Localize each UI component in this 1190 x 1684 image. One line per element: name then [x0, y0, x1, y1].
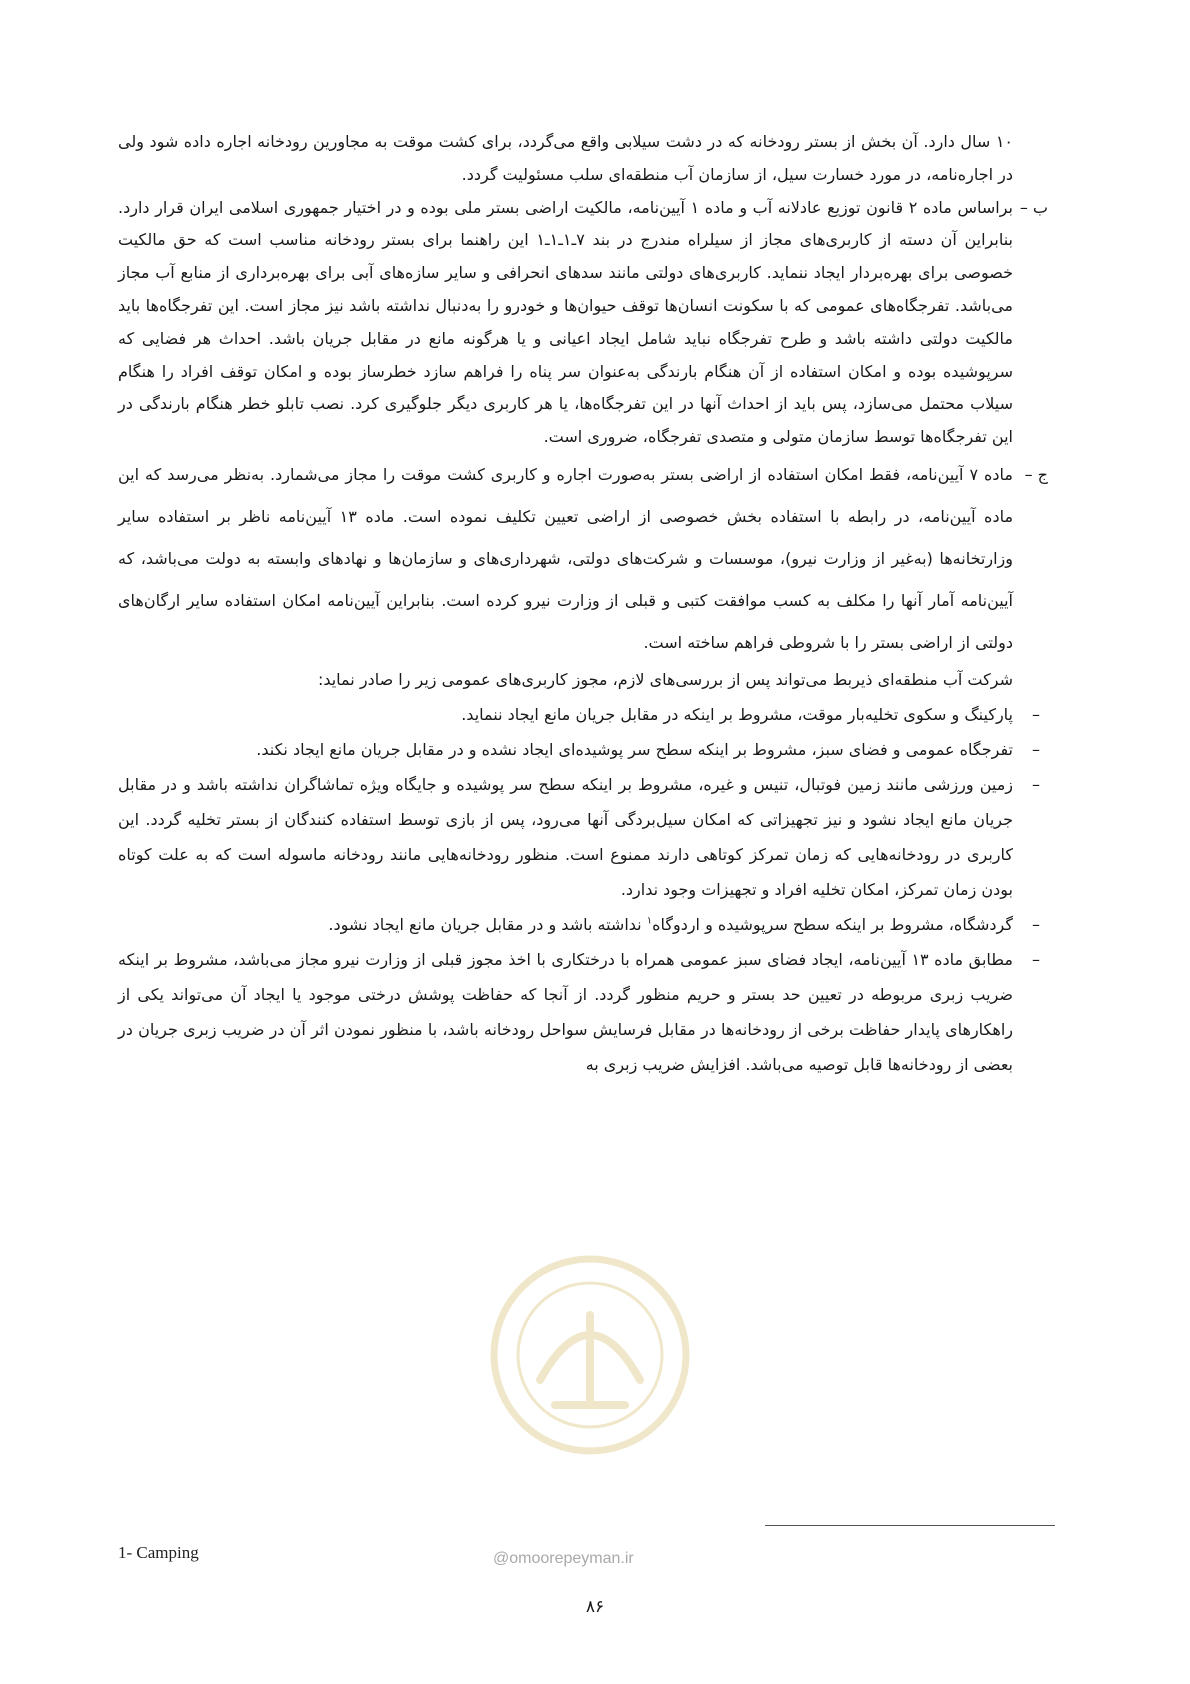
company-paragraph: شرکت آب منطقه‌ای ذیربط می‌تواند پس از بررسی‌های لازم، مجوز کاربری‌های عمومی زیر را صادر نماید: [317, 669, 1013, 689]
dash-marker: – [1032, 739, 1040, 759]
dash-item-park [118, 732, 1048, 767]
campsite-text-start: گردشگاه، مشروط بر اینکه سطح سرپوشیده و اردوگاه [652, 914, 1013, 934]
dash-marker: – [1032, 774, 1040, 794]
item-j-text: ماده ۷ آیین‌نامه، فقط امکان استفاده از اراضی بستر به‌صورت اجاره و کاربری کشت موقت را مجاز می‌شمارد. به‌نظر می‌رسد که این ماده آیین‌نامه، در رابطه با استفاده بخش خصوصی از اراضی تعیین تکلیف نموده است. ماده ۱۳ آیین‌نامه ناظر بر استفاده سایر وزارتخانه‌ها (به‌غیر از وزارت نیرو)، موسسات و شرکت‌های دولتی، شهرداری‌های و سازمان‌ها و نهادهای وابسته به دولت می‌باشد، که آیین‌نامه آمار آنها را مکلف به کسب موافقت کتبی و قبلی از وزارت نیرو کرده است. بنابراین آیین‌نامه امکان استفاده سایر ارگان‌های دولتی از اراضی بستر را با شروطی فراهم ساخته است. [118, 464, 1014, 652]
footnote-reference: ۱ [646, 915, 653, 927]
item-b-marker: ب – [1019, 197, 1048, 217]
campsite-text-end: نداشته باشد و در مقابل جریان مانع ایجاد نشود. [328, 914, 647, 934]
body-text [118, 126, 1048, 1082]
dash-item-text [118, 907, 1013, 942]
dash-item-text: زمین ورزشی مانند زمین فوتبال، تنیس و غیره، مشروط بر اینکه سطح سر پوشیده و جایگاه ویژه تماشاگران نداشته باشد و در مقابل جریان مانع ایجاد نشود و نیز تجهیزاتی که امکان سیل‌بردگی آنها می‌رود، پس از بازی توسط استفاده کنندگان از بستر تخلیه گردد. این کاربری در رودخانه‌هایی که زمان تمرکز کوتاهی دارند ممنوع است. منظور رودخانه‌هایی مانند رودخانه ماسوله است که به علت کوتاه بودن زمان تمرکز، امکان تخلیه افراد و تجهیزات وجود ندارد. [118, 774, 1013, 899]
dash-item-text: تفرجگاه عمومی و فضای سبز، مشروط بر اینکه سطح سر پوشیده‌ای ایجاد نشده و در مقابل جریان مانع ایجاد نکند. [256, 739, 1013, 759]
dash-item-campsite [118, 907, 1048, 942]
dash-marker: – [1032, 949, 1040, 969]
dash-item-greenspace [118, 942, 1048, 1082]
dash-item-parking [118, 697, 1048, 732]
footnote-separator [765, 1525, 1055, 1526]
item-b-text: براساس ماده ۲ قانون توزیع عادلانه آب و ماده ۱ آیین‌نامه، مالکیت اراضی بستر ملی بوده و در اختیار جمهوری اسلامی ایران قرار دارد. بنابراین آن دسته از کاربری‌های مجاز از سیلراه مندرج در بند ۷ـ۱ـ۱ـ۱ این راهنما برای بستر رودخانه مناسب است که حق مالکیت خصوصی برای بهره‌بردار ایجاد ننماید. کاربری‌های دولتی مانند سدهای انحرافی و سایر سازه‌های آبی برای بهره‌برداری از منابع آب مجاز می‌باشد. تفرجگاه‌های عمومی که با سکونت انسان‌ها توقف حیوان‌ها و خودرو را به‌دنبال نداشته باشد نیز مجاز است. این تفرجگاه‌ها باید مالکیت دولتی داشته باشد و طرح تفرجگاه نباید شامل ایجاد اعیانی و یا هرگونه مانع در مقابل جریان باشد. احداث هر فضایی که سرپوشیده بوده و امکان استفاده از آن هنگام بارندگی به‌عنوان سر پناه را فراهم سازد خطرساز بوده و امکان توقف افراد را هنگام سیلاب محتمل می‌سازد، پس باید از احداث آنها در این تفرجگاه‌ها، یا هر کاربری دیگر جلوگیری کرد. نصب تابلو خطر هنگام بارندگی در این تفرجگاه‌ها توسط سازمان متولی و متصدی تفرجگاه، ضروری است. [118, 197, 1013, 447]
dash-marker: – [1032, 914, 1040, 934]
watermark-seal-icon [480, 1230, 700, 1470]
dash-item-text: پارکینگ و سکوی تخلیه‌بار موقت، مشروط بر اینکه در مقابل جریان مانع ایجاد ننماید. [461, 704, 1013, 724]
item-b [118, 192, 1048, 454]
item-j-marker: ج – [1024, 464, 1048, 484]
item-j [118, 454, 1048, 664]
dash-item-sports [118, 767, 1048, 907]
dash-item-text: مطابق ماده ۱۳ آیین‌نامه، ایجاد فضای سبز عمومی همراه با درختکاری با اخذ مجوز قبلی از وزارت نیرو مجاز می‌باشد، مشروط بر اینکه ضریب زبری مربوطه در تعیین حد بستر و حریم منظور گردد. از آنجا که حفاظت پوشش درختی موجود یا ایجاد آن می‌تواند یکی از راهکارهای پایدار حفاظت برخی از رودخانه‌ها در مقابل فرسایش سواحل رودخانه باشد، با منظور نمودن اثر آن در ضریب زبری جریان در بعضی از رودخانه‌ها قابل توصیه می‌باشد. افزایش ضریب زبری به [118, 949, 1013, 1074]
footnote: 1- Camping [118, 1543, 199, 1562]
intro-paragraph: ۱۰ سال دارد. آن بخش از بستر رودخانه که در دشت سیلابی واقع می‌گردد، برای کشت موقت به مجاورین رودخانه اجاره داده شود ولی در اجاره‌نامه، در مورد خسارت سیل، از سازمان آب منطقه‌ای سلب مسئولیت گردد. [118, 132, 1013, 184]
watermark-text: @omoorepeyman.ir [493, 1550, 634, 1567]
dash-marker: – [1032, 704, 1040, 724]
page-number: ۸۶ [585, 1597, 605, 1617]
